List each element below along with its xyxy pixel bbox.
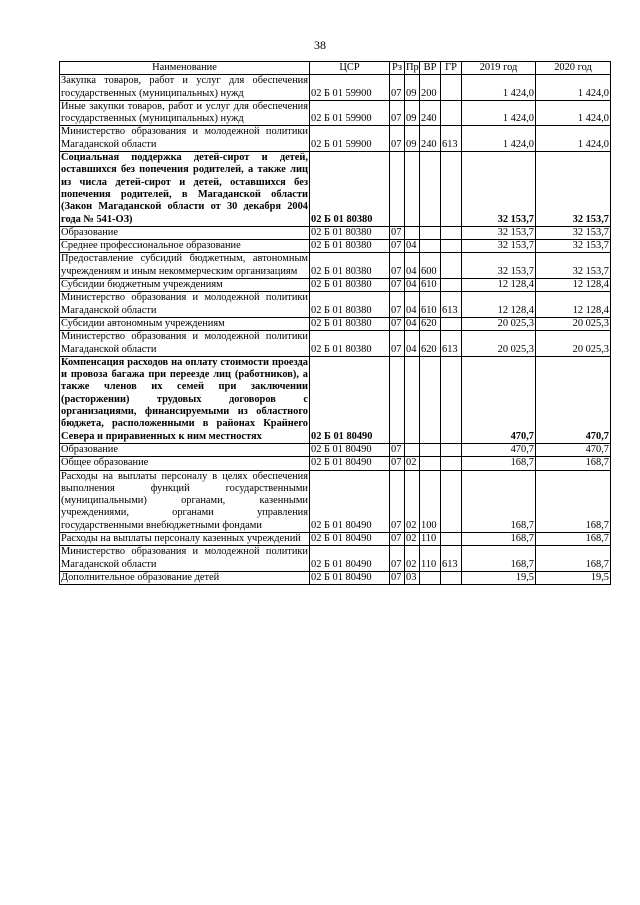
cell-gr: 613 — [441, 546, 462, 572]
cell-csr: 02 Б 01 80490 — [310, 457, 390, 470]
cell-pr: 04 — [405, 240, 420, 253]
cell-csr: 02 Б 01 80380 — [310, 317, 390, 330]
cell-vr — [420, 571, 441, 584]
cell-name: Предоставление субсидий бюджетным, автономным учреждениям и иным некоммерческим организациям — [61, 253, 308, 277]
cell-name: Дополнительное образование детей — [60, 571, 310, 584]
header-gr: ГР — [441, 62, 462, 75]
table-row — [60, 292, 611, 318]
header-vr: ВР — [420, 62, 441, 75]
cell-2020: 168,7 — [536, 532, 611, 545]
cell-2020: 168,7 — [536, 470, 611, 532]
cell-pr: 09 — [405, 126, 420, 152]
cell-rz: 07 — [390, 546, 405, 572]
cell-2020: 32 153,7 — [536, 253, 611, 279]
cell-csr: 02 Б 01 80490 — [310, 532, 390, 545]
cell-2020: 168,7 — [536, 546, 611, 572]
cell-rz: 07 — [390, 100, 405, 126]
page-number: 38 — [314, 38, 326, 52]
cell-name: Расходы на выплаты персоналу казенных учреждений — [60, 532, 310, 545]
cell-2019: 32 153,7 — [462, 240, 536, 253]
table-row — [60, 571, 611, 584]
cell-rz: 07 — [390, 443, 405, 456]
cell-csr: 02 Б 01 80490 — [310, 571, 390, 584]
cell-name: Министерство образования и молодежной политики Магаданской области — [61, 292, 308, 316]
cell-2020: 20 025,3 — [536, 317, 611, 330]
cell-gr — [441, 279, 462, 292]
cell-rz — [390, 152, 405, 227]
cell-gr — [441, 226, 462, 239]
table-header-row — [60, 62, 611, 75]
cell-csr: 02 Б 01 80380 — [310, 152, 390, 227]
table-row — [60, 457, 611, 470]
cell-pr: 04 — [405, 279, 420, 292]
cell-csr: 02 Б 01 59900 — [310, 100, 390, 126]
cell-vr: 110 — [420, 546, 441, 572]
cell-gr — [441, 532, 462, 545]
cell-rz — [390, 356, 405, 443]
cell-name: Общее образование — [60, 457, 310, 470]
cell-pr — [405, 356, 420, 443]
cell-csr: 02 Б 01 80380 — [310, 240, 390, 253]
cell-name: Субсидии автономным учреждениям — [60, 317, 310, 330]
cell-vr — [420, 443, 441, 456]
cell-pr: 04 — [405, 317, 420, 330]
cell-gr — [441, 253, 462, 279]
cell-2020: 12 128,4 — [536, 292, 611, 318]
header-csr: ЦСР — [310, 62, 390, 75]
cell-2019: 12 128,4 — [462, 292, 536, 318]
table-row — [60, 470, 611, 532]
cell-rz: 07 — [390, 75, 405, 101]
cell-gr — [441, 571, 462, 584]
cell-gr — [441, 443, 462, 456]
cell-vr — [420, 240, 441, 253]
cell-gr: 613 — [441, 126, 462, 152]
cell-vr: 240 — [420, 126, 441, 152]
cell-csr: 02 Б 01 80380 — [310, 292, 390, 318]
cell-csr: 02 Б 01 80380 — [310, 253, 390, 279]
cell-vr — [420, 356, 441, 443]
cell-pr: 03 — [405, 571, 420, 584]
cell-name: Министерство образования и молодежной политики Магаданской области — [61, 126, 308, 150]
header-2020: 2020 год — [536, 62, 611, 75]
cell-2019: 168,7 — [462, 470, 536, 532]
cell-pr: 02 — [405, 532, 420, 545]
cell-name: Образование — [60, 226, 310, 239]
table-row — [60, 279, 611, 292]
cell-vr: 610 — [420, 279, 441, 292]
cell-vr: 600 — [420, 253, 441, 279]
table-row — [60, 532, 611, 545]
cell-csr: 02 Б 01 59900 — [310, 126, 390, 152]
cell-gr: 613 — [441, 331, 462, 357]
cell-csr: 02 Б 01 80490 — [310, 356, 390, 443]
cell-2019: 470,7 — [462, 356, 536, 443]
cell-2020: 168,7 — [536, 457, 611, 470]
cell-gr — [441, 240, 462, 253]
cell-pr: 09 — [405, 75, 420, 101]
header-name: Наименование — [60, 62, 310, 75]
cell-2019: 1 424,0 — [462, 126, 536, 152]
cell-rz: 07 — [390, 253, 405, 279]
cell-gr — [441, 317, 462, 330]
cell-2019: 1 424,0 — [462, 100, 536, 126]
cell-pr — [405, 226, 420, 239]
cell-vr: 620 — [420, 317, 441, 330]
cell-2019: 168,7 — [462, 546, 536, 572]
cell-rz: 07 — [390, 457, 405, 470]
cell-2020: 1 424,0 — [536, 75, 611, 101]
cell-2020: 20 025,3 — [536, 331, 611, 357]
cell-2019: 20 025,3 — [462, 331, 536, 357]
cell-2020: 32 153,7 — [536, 152, 611, 227]
cell-2019: 1 424,0 — [462, 75, 536, 101]
table-row — [60, 152, 611, 227]
budget-table — [59, 61, 611, 585]
header-pr: Пр — [406, 62, 419, 73]
cell-rz: 07 — [390, 571, 405, 584]
cell-vr — [420, 457, 441, 470]
cell-rz: 07 — [390, 470, 405, 532]
cell-rz: 07 — [390, 532, 405, 545]
cell-csr: 02 Б 01 80490 — [310, 470, 390, 532]
cell-gr — [441, 100, 462, 126]
cell-2020: 19,5 — [536, 571, 611, 584]
cell-rz: 07 — [390, 126, 405, 152]
table-row — [60, 331, 611, 357]
cell-vr: 110 — [420, 532, 441, 545]
cell-gr: 613 — [441, 292, 462, 318]
cell-pr — [405, 443, 420, 456]
table-body — [60, 75, 611, 585]
cell-2020: 1 424,0 — [536, 126, 611, 152]
cell-pr: 02 — [405, 546, 420, 572]
cell-csr: 02 Б 01 80380 — [310, 226, 390, 239]
cell-vr: 200 — [420, 75, 441, 101]
header-rz: Рз — [390, 62, 405, 75]
table-row — [60, 317, 611, 330]
cell-2019: 12 128,4 — [462, 279, 536, 292]
cell-csr: 02 Б 01 80490 — [310, 546, 390, 572]
cell-name: Министерство образования и молодежной политики Магаданской области — [61, 546, 308, 570]
cell-name: Закупка товаров, работ и услуг для обеспечения государственных (муниципальных) нужд — [61, 75, 308, 99]
cell-2020: 12 128,4 — [536, 279, 611, 292]
cell-name: Образование — [60, 443, 310, 456]
table-row — [60, 356, 611, 443]
cell-rz: 07 — [390, 240, 405, 253]
table-row — [60, 126, 611, 152]
table-row — [60, 546, 611, 572]
cell-2019: 32 153,7 — [462, 226, 536, 239]
table-row — [60, 100, 611, 126]
cell-name: Компенсация расходов на оплату стоимости проезда и провоза багажа при переезде лиц (работников), а также членов их семей при заключении (расторжении) трудовых договоров с организациями, финансируемыми из областного бюджета, расположенными в районах Крайнего Севера и приравненных к ним местностях — [61, 356, 308, 442]
cell-vr — [420, 226, 441, 239]
cell-2020: 32 153,7 — [536, 240, 611, 253]
cell-vr — [420, 152, 441, 227]
cell-pr — [405, 152, 420, 227]
table-row — [60, 443, 611, 456]
cell-gr — [441, 152, 462, 227]
cell-2019: 32 153,7 — [462, 152, 536, 227]
cell-pr: 04 — [405, 253, 420, 279]
cell-2019: 19,5 — [462, 571, 536, 584]
cell-gr — [441, 470, 462, 532]
cell-vr: 100 — [420, 470, 441, 532]
cell-pr: 02 — [405, 470, 420, 532]
header-2019: 2019 год — [462, 62, 536, 75]
cell-gr — [441, 457, 462, 470]
cell-pr: 09 — [405, 100, 420, 126]
cell-rz: 07 — [390, 317, 405, 330]
cell-name: Субсидии бюджетным учреждениям — [60, 279, 310, 292]
cell-2019: 168,7 — [462, 532, 536, 545]
cell-2020: 470,7 — [536, 356, 611, 443]
cell-csr: 02 Б 01 80380 — [310, 279, 390, 292]
cell-gr — [441, 356, 462, 443]
cell-pr: 04 — [405, 292, 420, 318]
cell-name: Министерство образования и молодежной политики Магаданской области — [61, 331, 308, 355]
table-row — [60, 226, 611, 239]
cell-name: Среднее профессиональное образование — [60, 240, 310, 253]
cell-2019: 470,7 — [462, 443, 536, 456]
table-row — [60, 75, 611, 101]
cell-2020: 470,7 — [536, 443, 611, 456]
cell-csr: 02 Б 01 80490 — [310, 443, 390, 456]
cell-2020: 32 153,7 — [536, 226, 611, 239]
cell-vr: 610 — [420, 292, 441, 318]
cell-2019: 168,7 — [462, 457, 536, 470]
cell-2020: 1 424,0 — [536, 100, 611, 126]
cell-name: Иные закупки товаров, работ и услуг для обеспечения государственных (муниципальных) нужд — [61, 100, 308, 125]
cell-rz: 07 — [390, 292, 405, 318]
cell-rz: 07 — [390, 331, 405, 357]
cell-name: Расходы на выплаты персоналу в целях обеспечения выполнения функций государственными (муниципальными) органами, казенными учреждениями, органами управления государственными внебюджетными фондами — [61, 470, 308, 531]
table-row — [60, 240, 611, 253]
cell-pr: 04 — [405, 331, 420, 357]
cell-vr: 620 — [420, 331, 441, 357]
cell-name: Социальная поддержка детей-сирот и детей, оставшихся без попечения родителей, а также лиц из числа детей-сирот и детей, оставшихся без попечения родителей, в Магаданской области (Закон Магаданской области от 30 декабря 2004 года № 541-ОЗ) — [61, 152, 308, 225]
cell-csr: 02 Б 01 80380 — [310, 331, 390, 357]
cell-pr: 02 — [405, 457, 420, 470]
cell-rz: 07 — [390, 279, 405, 292]
table-row — [60, 253, 611, 279]
cell-2019: 32 153,7 — [462, 253, 536, 279]
cell-csr: 02 Б 01 59900 — [310, 75, 390, 101]
cell-vr: 240 — [420, 100, 441, 126]
cell-gr — [441, 75, 462, 101]
cell-2019: 20 025,3 — [462, 317, 536, 330]
cell-rz: 07 — [390, 226, 405, 239]
